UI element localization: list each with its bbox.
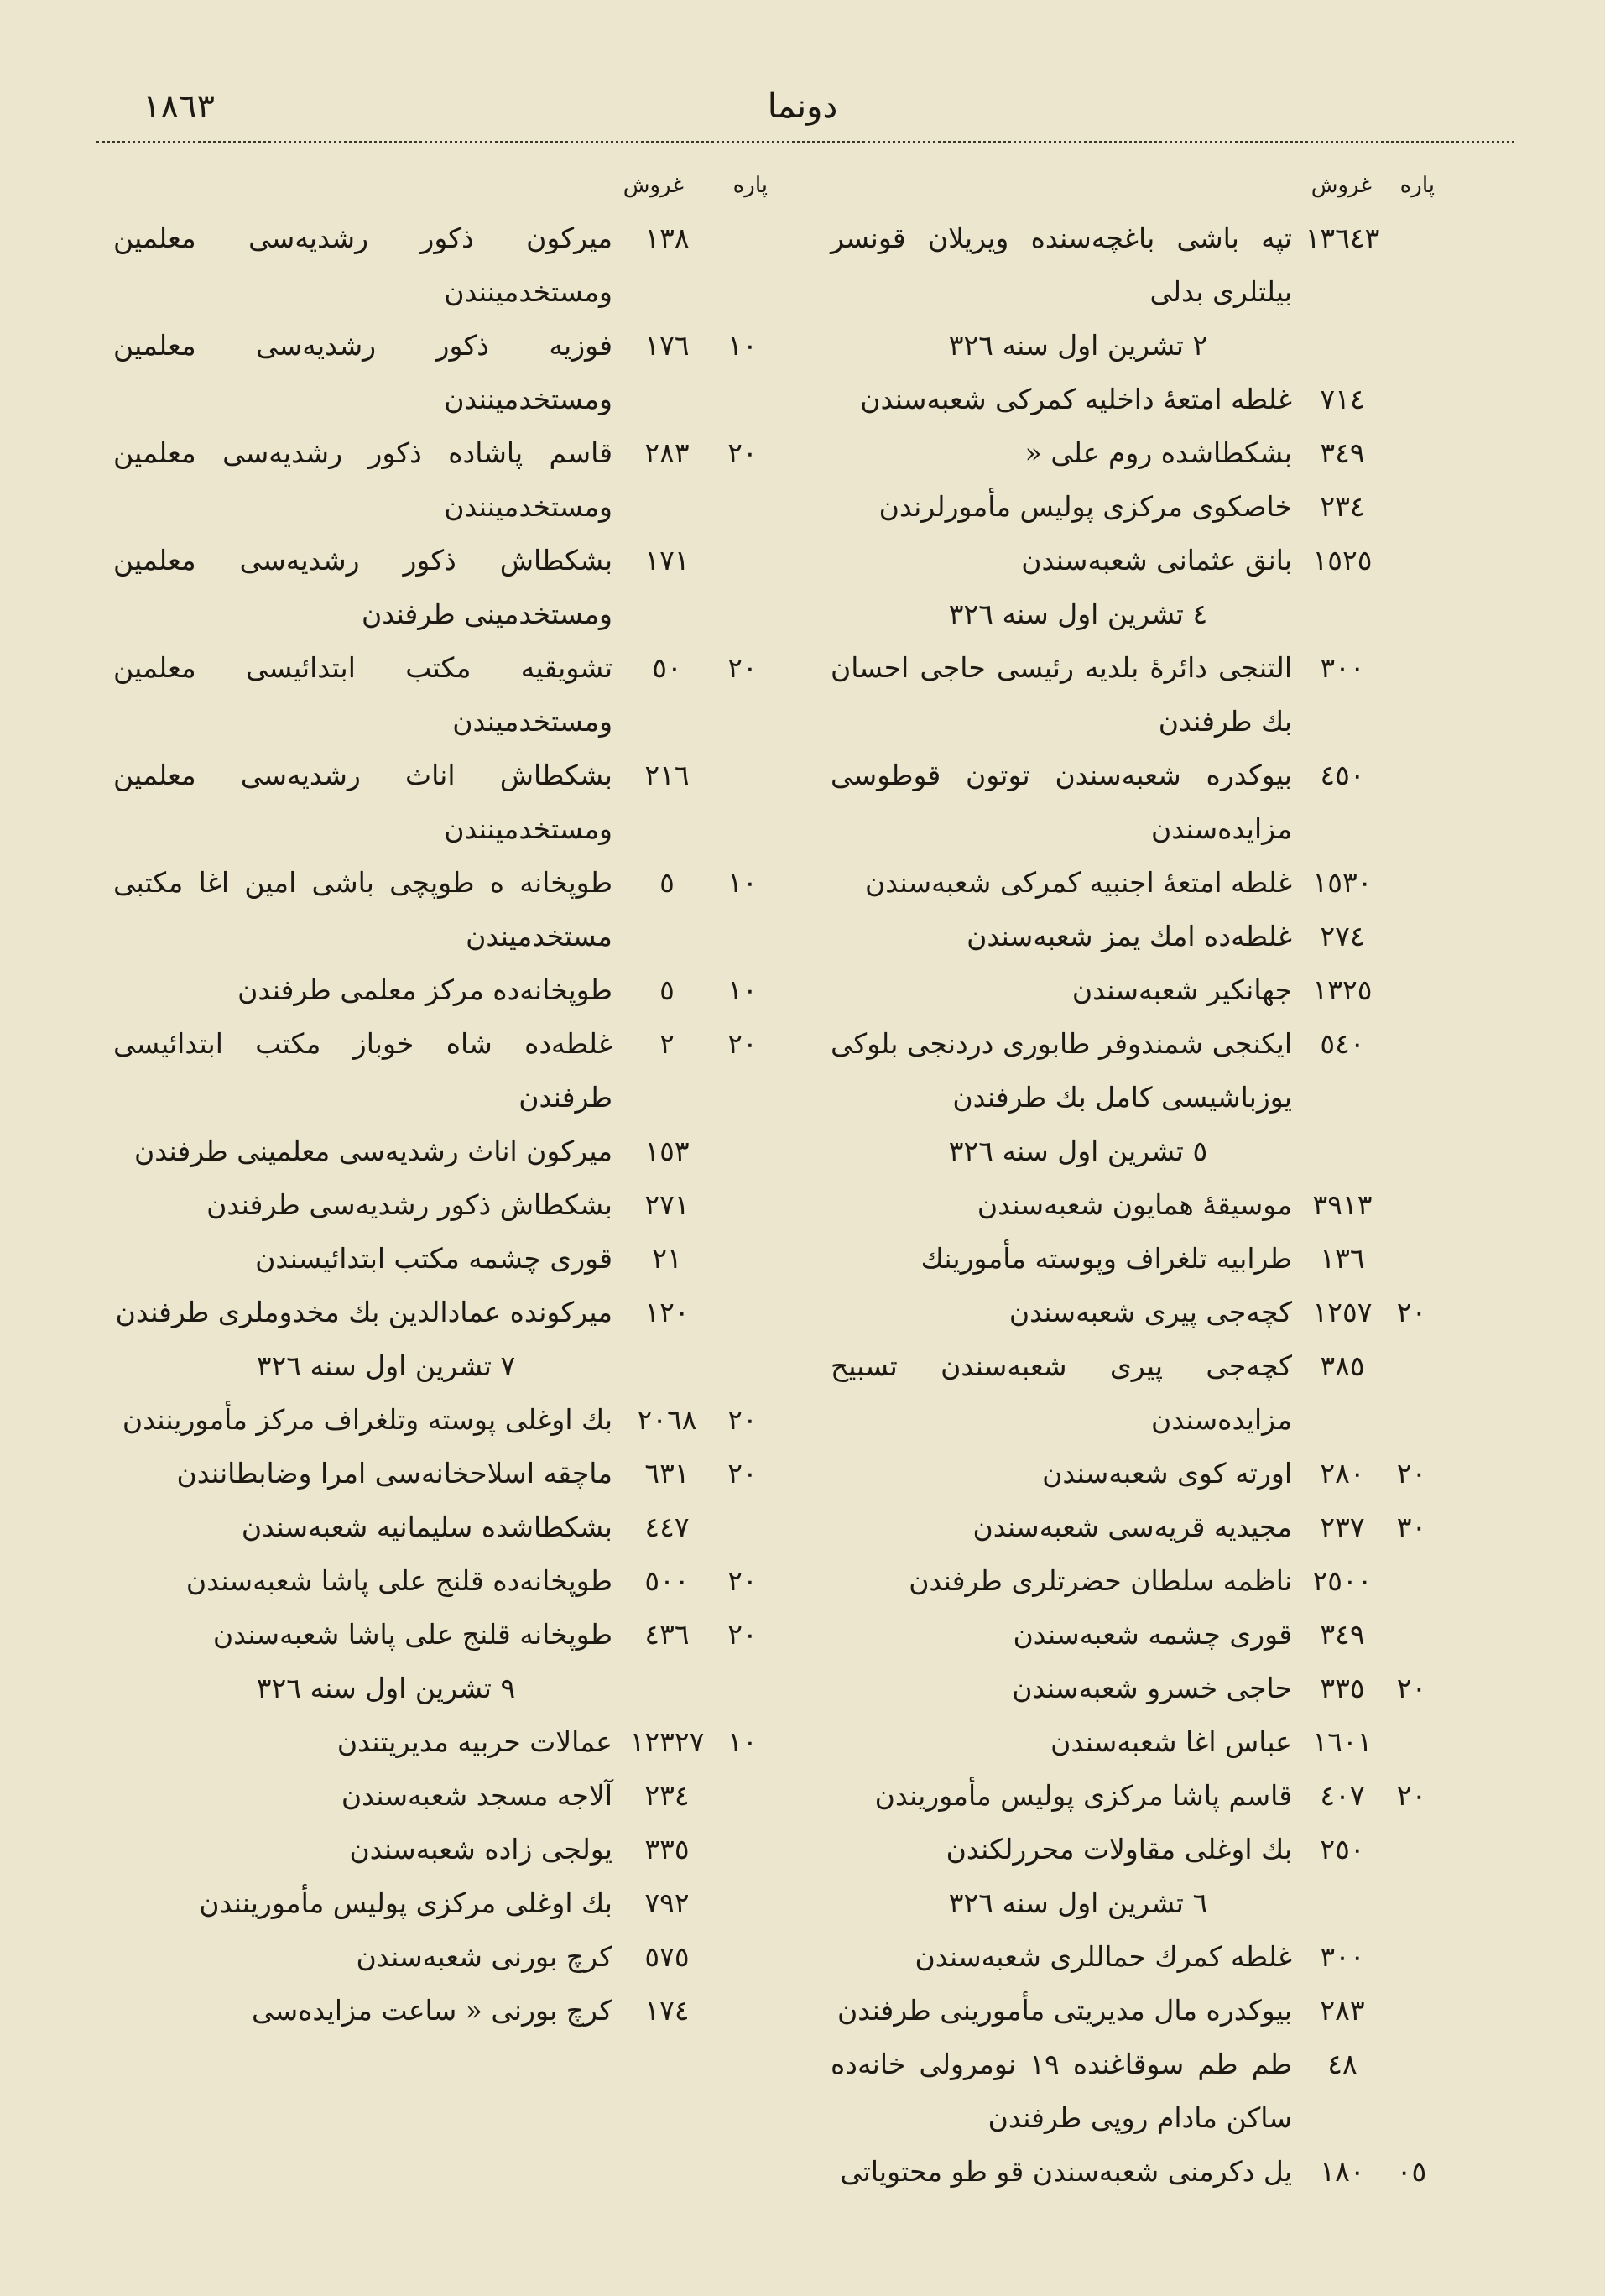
- ghurush-amount: ٢٨٣: [644, 436, 690, 469]
- donation-row: [831, 856, 1435, 910]
- donation-row: [113, 641, 768, 749]
- ghurush-amount: ٤٠٧: [1320, 1779, 1365, 1812]
- ghurush-amount: ١٨٠: [1320, 2155, 1365, 2188]
- date-heading: ٤ تشرین اول سنه ٣٢٦: [948, 597, 1208, 630]
- para-amount: ٢٠: [1396, 1457, 1427, 1490]
- donor-description: موسیقهٔ همایون شعبه‌سندن: [977, 1188, 1292, 1221]
- donor-description: غلطه کمرك حماللری شعبه‌سندن: [915, 1940, 1292, 1973]
- date-heading: ٧ تشرین اول سنه ٣٢٦: [256, 1349, 516, 1382]
- donor-description: غلطه امتعهٔ داخلیه کمرکی شعبه‌سندن: [860, 383, 1292, 415]
- donation-row: [831, 1715, 1435, 1769]
- donor-description: میرکونده عمادالدین بك مخدوملری طرفندن: [115, 1296, 612, 1328]
- donation-row: [113, 1125, 768, 1178]
- donation-row: [113, 319, 768, 426]
- ghurush-amount: ٢٣٤: [644, 1779, 690, 1812]
- ghurush-amount: ١٧١: [644, 544, 690, 577]
- ghurush-amount: ٧١٤: [1320, 383, 1365, 415]
- donation-row: [831, 480, 1435, 534]
- para-amount: ٢٠: [727, 436, 758, 469]
- donation-row: [831, 1232, 1435, 1286]
- donation-row: [831, 211, 1435, 319]
- ghurush-amount: ٢٠٦٨: [637, 1403, 697, 1436]
- ghurush-amount: ٥٠: [652, 651, 682, 684]
- ghurush-amount: ٣٤٩: [1320, 1618, 1365, 1651]
- para-amount: ٢٠: [1396, 1672, 1427, 1704]
- right-column: [831, 168, 1435, 2199]
- donation-row: [831, 1017, 1435, 1125]
- ghurush-amount: ١٣٦٤٣: [1305, 222, 1380, 254]
- ghurush-amount: ٢٥٠٠: [1312, 1564, 1373, 1597]
- ghurush-amount: ٢١٦: [644, 759, 690, 791]
- donor-description: بشکطاشده سلیمانیه شعبه‌سندن: [241, 1511, 612, 1543]
- para-amount: ٢٠: [727, 1457, 758, 1490]
- donor-description: بك اوغلی مرکزی پولیس مأمورینندن: [199, 1886, 612, 1919]
- ghurush-amount: ٥: [659, 973, 675, 1006]
- donor-description: میرکون اناث رشدیه‌سی معلمینی طرفندن: [134, 1135, 612, 1167]
- donation-row: [113, 1930, 768, 1984]
- para-heading: پاره: [732, 173, 768, 198]
- donation-row: [831, 1554, 1435, 1608]
- ghurush-amount: ٥٤٠: [1320, 1027, 1365, 1060]
- donor-description: تپه باشی باغچه‌سنده ویریلان قونسر بیلتلری بدلی: [831, 222, 1292, 308]
- donor-description: طوپخانه قلنج علی پاشا شعبه‌سندن: [212, 1618, 612, 1651]
- donor-description: کرچ بورنی شعبه‌سندن: [356, 1940, 612, 1973]
- donor-description: طوپخانه ه طوپچی باشی امین اغا مکتبی مستخدمیندن: [113, 866, 612, 952]
- donor-description: ماچقه اسلاحخانه‌سی امرا وضابطانندن: [176, 1457, 612, 1490]
- ghurush-amount: ١٣٦: [1320, 1242, 1365, 1275]
- ghurush-heading: غروش: [1311, 173, 1372, 198]
- donation-row: [831, 910, 1435, 963]
- donation-row: [113, 1715, 768, 1769]
- donation-row: [831, 1769, 1435, 1823]
- ghurush-amount: ٢٨٠: [1320, 1457, 1365, 1490]
- ghurush-amount: ١٦٠١: [1312, 1725, 1373, 1758]
- donation-row: [831, 373, 1435, 426]
- donor-description: مجیدیه قریه‌سی شعبه‌سندن: [972, 1511, 1292, 1543]
- ghurush-amount: ٢١: [652, 1242, 682, 1275]
- para-amount: ٣٠: [1396, 1511, 1427, 1543]
- donation-row: [113, 1178, 768, 1232]
- ghurush-amount: ١٧٦: [644, 329, 690, 362]
- donation-row: [831, 2145, 1435, 2199]
- donor-description: کچه‌جی پیری شعبه‌سندن تسبیح مزایده‌سندن: [831, 1349, 1292, 1436]
- donor-description: حاجی خسرو شعبه‌سندن: [1012, 1672, 1292, 1704]
- para-amount: ١٠: [727, 973, 758, 1006]
- donation-list: [113, 211, 768, 2038]
- donation-row: [831, 2038, 1435, 2145]
- ghurush-amount: ٥٧٥: [644, 1940, 690, 1973]
- donor-description: قوری چشمه مکتب ابتدائیسندن: [255, 1242, 612, 1275]
- donation-row: [113, 1447, 768, 1500]
- ghurush-amount: ٢: [659, 1027, 675, 1060]
- donor-description: اورته کوی شعبه‌سندن: [1042, 1457, 1292, 1490]
- para-amount: ٢٠: [727, 1564, 758, 1597]
- ghurush-amount: ١٥٣: [644, 1135, 690, 1167]
- donor-description: التنجی دائرهٔ بلدیه رئیسی حاجی احسان بك طرفندن: [831, 651, 1292, 738]
- donation-row: [113, 963, 768, 1017]
- para-amount: ٢٠: [727, 651, 758, 684]
- donation-row: [113, 749, 768, 856]
- donor-description: غلطه‌ده شاه خوباز مکتب ابتدائیسی طرفندن: [113, 1027, 612, 1114]
- donor-description: خاصکوی مرکزی پولیس مأمورلرندن: [878, 490, 1292, 523]
- donation-row: [113, 1984, 768, 2038]
- date-heading: ٩ تشرین اول سنه ٣٢٦: [256, 1672, 516, 1704]
- ghurush-amount: ٢٣٧: [1320, 1511, 1365, 1543]
- ghurush-amount: ٢٧١: [644, 1188, 690, 1221]
- donation-row: [113, 1876, 768, 1930]
- donation-row: [831, 641, 1435, 749]
- ghurush-amount: ٤٣٦: [644, 1618, 690, 1651]
- donor-description: بشکطاش ذکور رشدیه‌سی معلمین ومستخدمینی طرفندن: [113, 544, 612, 630]
- donation-row: [113, 1769, 768, 1823]
- donor-description: آلاجه مسجد شعبه‌سندن: [341, 1779, 612, 1812]
- donation-row: [831, 1339, 1435, 1447]
- ghurush-amount: ٣٨٥: [1320, 1349, 1365, 1382]
- para-amount: ٢٠: [1396, 1779, 1427, 1812]
- donor-description: ناظمه سلطان حضرتلری طرفندن: [909, 1564, 1292, 1597]
- date-heading: ٦ تشرین اول سنه ٣٢٦: [948, 1886, 1208, 1919]
- donor-description: طم طم سوقاغنده ١٩ نومرولی خانه‌ده ساکن مادام روپی طرفندن: [831, 2048, 1292, 2134]
- donor-description: بیوکدره شعبه‌سندن توتون قوطوسی مزایده‌سندن: [831, 759, 1292, 845]
- donor-description: کرچ بورنی « ساعت مزایده‌سی: [251, 1994, 612, 2027]
- donor-description: غلطه امتعهٔ اجنبیه کمرکی شعبه‌سندن: [864, 866, 1292, 899]
- page-title: دونما: [767, 87, 838, 126]
- donation-row: [831, 1286, 1435, 1339]
- ghurush-amount: ٧٩٢: [644, 1886, 690, 1919]
- donation-row: [831, 1662, 1435, 1715]
- ghurush-amount: ٦٣١: [644, 1457, 690, 1490]
- para-amount: ٢٠: [727, 1027, 758, 1060]
- ghurush-amount: ٢٣٤: [1320, 490, 1365, 523]
- para-heading: پاره: [1399, 173, 1435, 198]
- donor-description: بك اوغلی پوسته وتلغراف مرکز مأمورینندن: [122, 1403, 612, 1436]
- donation-row: [831, 1823, 1435, 1876]
- donation-row: [831, 1984, 1435, 2038]
- ghurush-amount: ٢٥٠: [1320, 1833, 1365, 1866]
- column-header: [831, 168, 1435, 211]
- ghurush-amount: ٥٠٠: [644, 1564, 690, 1597]
- donation-row: [113, 1500, 768, 1554]
- column-header: [113, 168, 768, 211]
- para-amount: ١٠: [727, 1725, 758, 1758]
- ghurush-amount: ٣٠٠: [1320, 651, 1365, 684]
- donation-row: [113, 1286, 768, 1339]
- donation-row: [113, 426, 768, 534]
- date-heading: ٢ تشرین اول سنه ٣٢٦: [948, 329, 1208, 362]
- donation-row: [831, 1930, 1435, 1984]
- ghurush-amount: ٣٩١٣: [1312, 1188, 1373, 1221]
- donor-description: قاسم پاشا مرکزی پولیس مأموریندن: [874, 1779, 1292, 1812]
- donation-list: [831, 211, 1435, 2199]
- donor-description: طرابیه تلغراف وپوسته مأمورینك: [920, 1242, 1292, 1275]
- ghurush-amount: ١٢٠: [644, 1296, 690, 1328]
- ghurush-amount: ١٣٢٥: [1312, 973, 1373, 1006]
- para-amount: ١٠: [727, 329, 758, 362]
- donation-row: [113, 1017, 768, 1125]
- donation-row: [831, 1500, 1435, 1554]
- ghurush-amount: ٢٨٣: [1320, 1994, 1365, 2027]
- donation-row: [831, 426, 1435, 480]
- donation-row: [831, 1447, 1435, 1500]
- donation-row: [113, 856, 768, 963]
- donor-description: عمالات حربیه مدیریتندن: [336, 1725, 612, 1758]
- donation-row: [831, 1178, 1435, 1232]
- ghurush-amount: ٤٥٠: [1320, 759, 1365, 791]
- ghurush-amount: ٢٧٤: [1320, 920, 1365, 952]
- ghurush-amount: ٥: [659, 866, 675, 899]
- page-number: ١٨٦٣: [143, 87, 215, 126]
- ghurush-amount: ٣٣٥: [1320, 1672, 1365, 1704]
- donor-description: بشکطاشده روم علی «: [1024, 436, 1292, 469]
- donor-description: عباس اغا شعبه‌سندن: [1050, 1725, 1292, 1758]
- para-amount: ١٠: [727, 866, 758, 899]
- donation-row: [113, 211, 768, 319]
- ghurush-amount: ٣٤٩: [1320, 436, 1365, 469]
- donor-description: جهانکیر شعبه‌سندن: [1071, 973, 1292, 1006]
- donation-row: [113, 1393, 768, 1447]
- donor-description: بانق عثمانی شعبه‌سندن: [1021, 544, 1292, 577]
- donation-row: [113, 1554, 768, 1608]
- ghurush-amount: ١٣٨: [644, 222, 690, 254]
- ghurush-amount: ١٧٤: [644, 1994, 690, 2027]
- ghurush-amount: ١٢٣٢٧: [629, 1725, 705, 1758]
- para-amount: ٠٥: [1396, 2155, 1427, 2188]
- header-divider: [96, 141, 1514, 144]
- donation-row: [831, 1608, 1435, 1662]
- donation-row: [113, 1608, 768, 1662]
- left-column: [113, 168, 768, 2038]
- para-amount: ٢٠: [1396, 1296, 1427, 1328]
- ghurush-amount: ٣٣٥: [644, 1833, 690, 1866]
- donation-row: [113, 534, 768, 641]
- para-amount: ٢٠: [727, 1403, 758, 1436]
- donor-description: کچه‌جی پیری شعبه‌سندن: [1008, 1296, 1292, 1328]
- donor-description: بك اوغلی مقاولات محررلکندن: [946, 1833, 1292, 1866]
- ghurush-amount: ١٥٢٥: [1312, 544, 1373, 577]
- donation-row: [831, 534, 1435, 587]
- ghurush-amount: ٣٠٠: [1320, 1940, 1365, 1973]
- donor-description: بشکطاش اناث رشدیه‌سی معلمین ومستخدمینندن: [113, 759, 612, 845]
- donor-description: تشویقیه مکتب ابتدائیسی معلمین ومستخدمیندن: [113, 651, 612, 738]
- ghurush-amount: ٤٤٧: [644, 1511, 690, 1543]
- date-heading: ٥ تشرین اول سنه ٣٢٦: [948, 1135, 1208, 1167]
- donation-row: [831, 963, 1435, 1017]
- donor-description: طوپخانه‌ده مرکز معلمی طرفندن: [237, 973, 612, 1006]
- donor-description: فوزیه ذکور رشدیه‌سی معلمین ومستخدمینندن: [113, 329, 612, 415]
- donor-description: غلطه‌ده امك یمز شعبه‌سندن: [967, 920, 1292, 952]
- donation-row: [113, 1232, 768, 1286]
- donation-row: [113, 1823, 768, 1876]
- ghurush-amount: ٤٨: [1327, 2048, 1357, 2080]
- ghurush-heading: غروش: [623, 173, 684, 198]
- donor-description: یولجی زاده شعبه‌سندن: [349, 1833, 612, 1866]
- donor-description: بشکطاش ذکور رشدیه‌سی طرفندن: [206, 1188, 612, 1221]
- ghurush-amount: ١٥٣٠: [1312, 866, 1373, 899]
- donor-description: ایکنجی شمندوفر طابوری دردنجی بلوکی یوزباشیسی کامل بك طرفندن: [831, 1027, 1292, 1114]
- donor-description: میرکون ذکور رشدیه‌سی معلمین ومستخدمینندن: [113, 222, 612, 308]
- donor-description: بیوکدره مال مدیریتی مأمورینی طرفندن: [837, 1994, 1292, 2027]
- donor-description: قاسم پاشاده ذکور رشدیه‌سی معلمین ومستخدمینندن: [113, 436, 612, 523]
- donor-description: یل دکرمنی شعبه‌سندن قو طو محتویاتی: [840, 2155, 1292, 2188]
- donor-description: قوری چشمه شعبه‌سندن: [1013, 1618, 1292, 1651]
- page-header: [101, 84, 1504, 134]
- donation-row: [831, 749, 1435, 856]
- donor-description: طوپخانه‌ده قلنج علی پاشا شعبه‌سندن: [185, 1564, 612, 1597]
- ghurush-amount: ١٢٥٧: [1312, 1296, 1373, 1328]
- para-amount: ٢٠: [727, 1618, 758, 1651]
